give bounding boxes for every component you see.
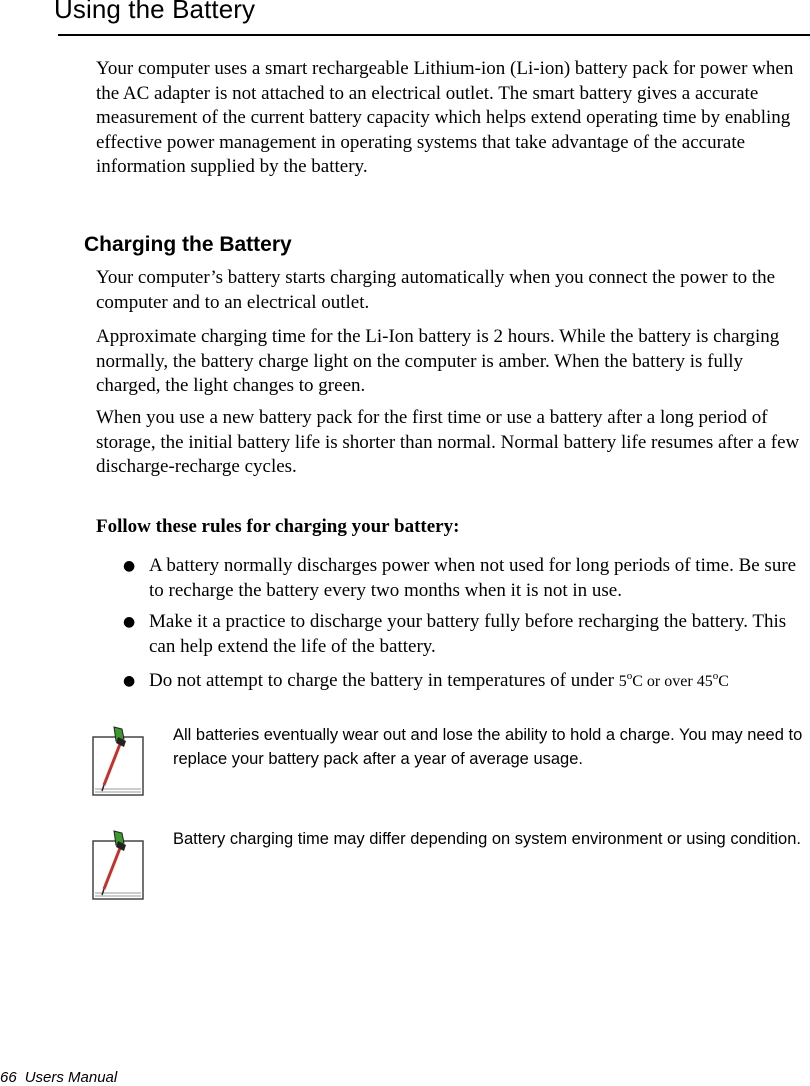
rule-text: A battery normally discharges power when not used for long periods of time. Be sure to recharge the battery every two months when it is not in use. <box>149 555 797 601</box>
note-pad-pen-icon <box>90 829 148 903</box>
manual-name: Users Manual <box>24 1069 118 1086</box>
rule-text: Make it a practice to discharge your battery fully before recharging the battery. This can help extend the life of the battery. <box>149 611 787 657</box>
rules-heading: Follow these rules for charging your battery: <box>96 516 460 537</box>
section-heading-charging: Charging the Battery <box>84 233 292 256</box>
intro-paragraph: Your computer uses a smart rechargeable Lithium-ion (Li-ion) battery pack for power when the AC adapter is not attached to an electrical outlet. The smart battery gives a accurate measurement of the current battery capacity which helps extend operating time by enabling effective power management in operating systems that take advantage of the accurate information supplied by the battery. <box>96 58 794 177</box>
note-text: All batteries eventually wear out and lose the ability to hold a charge. You may need to replace your battery pack after a year of average usage. <box>173 726 803 768</box>
page-number: 66 <box>0 1069 17 1086</box>
title-divider <box>58 34 810 36</box>
page-title: Using the Battery <box>54 0 256 24</box>
page-footer <box>0 1069 117 1086</box>
rule-text: Do not attempt to charge the battery in temperatures of under 5$^o$C or over 45$^o$C <box>149 670 729 691</box>
charging-paragraph-2: Approximate charging time for the Li-Ion battery is 2 hours. While the battery is charging normally, the battery charge light on the computer is amber. When the battery is fully charged, the light changes to green. <box>96 326 780 396</box>
charging-paragraph-3: When you use a new battery pack for the first time or use a battery after a long period of storage, the initial battery life is shorter than normal. Normal battery life resumes after a few discharge-recharge cycles. <box>96 407 800 477</box>
bullet-icon: ● <box>123 614 136 630</box>
note-pad-pen-icon <box>90 725 148 799</box>
note-text: Battery charging time may differ depending on system environment or using condition. <box>173 830 801 848</box>
bullet-icon: ● <box>123 558 136 574</box>
charging-paragraph-1: Your computer’s battery starts charging automatically when you connect the power to the computer and to an electrical outlet. <box>96 267 776 313</box>
bullet-icon: ● <box>123 673 136 689</box>
